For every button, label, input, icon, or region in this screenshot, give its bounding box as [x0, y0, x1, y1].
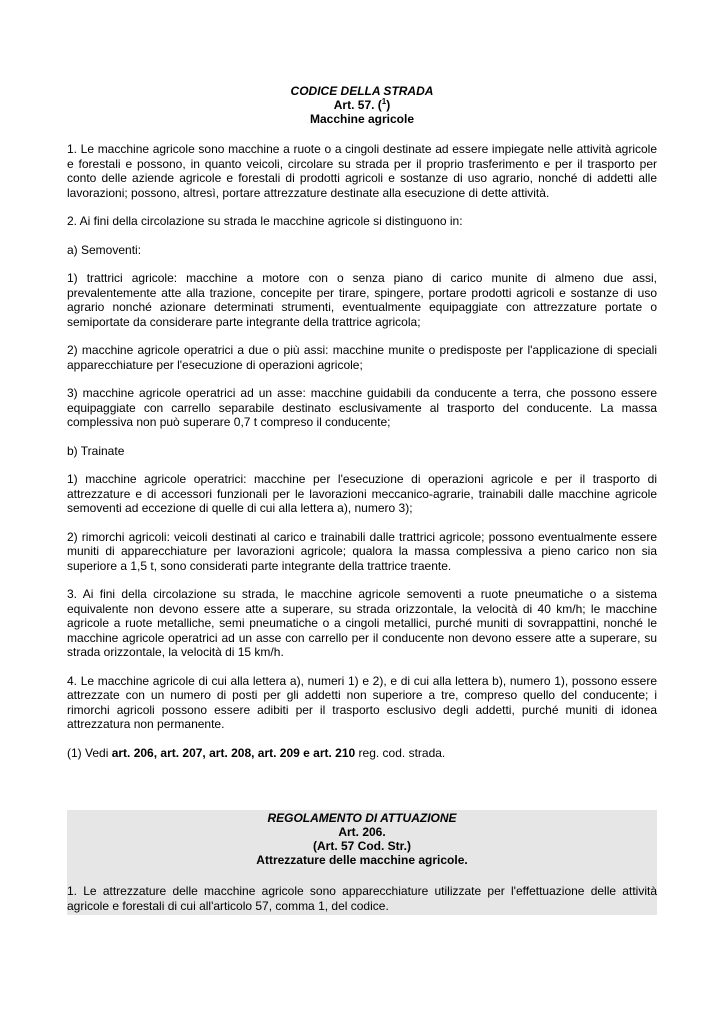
paragraph-4: 4. Le macchine agricole di cui alla lettera a), numeri 1) e 2), e di cui alla lettera b), numero 1), possono essere attrezzate con un numero di posti per gli addetti non superiore a tre, compreso quello del conducente; i rimorchi agricoli possono essere adibiti per il trasporto esclusivo degli addetti, purché muniti di idonea attrezzatura non permanente. [67, 673, 657, 731]
codice-section [67, 84, 657, 760]
regolamento-title: REGOLAMENTO DI ATTUAZIONE [267, 811, 457, 825]
document-title: CODICE DELLA STRADA [290, 84, 434, 98]
paragraph-trattrici: 1) trattrici agricole: macchine a motore con o senza piano di carico munite di almeno due assi, prevalentemente atte alla trazione, concepite per tirare, spingere, portare prodotti agricoli e sostanze di uso agrario nonché azionare determinati strumenti, eventualmente equipaggiate con attrezzature portate o semiportate da considerare parte integrante della trattrice agricola; [67, 271, 657, 329]
paragraph-semoventi: a) Semoventi: [67, 242, 142, 257]
codice-header [67, 84, 657, 126]
footnote-marker[interactable]: 1 [381, 97, 387, 106]
paragraph-operatrici-due-assi: 2) macchine agricole operatrici a due o più assi: macchine munite o predisposte per l'applicazione di speciali apparecchiature per l'esecuzione di operazioni agricole; [67, 343, 657, 372]
regolamento-article: Art. 206. [338, 825, 386, 839]
paragraph-3: 3. Ai fini della circolazione su strada, le macchine agricole semoventi a ruote pneumatiche o a sistema equivalente non devono essere atte a superare, su strada orizzontale, la velocità di 40 km/h; le macchine agricole a ruote metalliche, semi pneumatiche o a cingoli metallici, purché muniti di sovrappattini, nonché le macchine agricole operatrici ad un asse con carrello per il conducente non devono essere atte a superare, su strada orizzontale, la velocità di 15 km/h. [67, 587, 657, 659]
article-label-close: ) [386, 98, 391, 112]
paragraph-operatrici-trainate: 1) macchine agricole operatrici: macchine per l'esecuzione di operazioni agricole e per il trasporto di attrezzature e di accessori funzionali per le lavorazioni meccanico-agrarie, trainabili dalle macchine agricole semoventi ad eccezione di quelle di cui alla lettera a), numero 3); [67, 472, 657, 515]
paragraph-trainate: b) Trainate [67, 443, 125, 458]
footnote [67, 746, 657, 761]
article-label: Art. 57. ( [333, 98, 382, 112]
paragraph-1: 1. Le macchine agricole sono macchine a ruote o a cingoli destinate ad essere impiegate nelle attività agricole e forestali e possono, in quanto veicoli, circolare su strada per il proprio trasferimento e per il trasporto per conto delle aziende agricole e forestali di prodotti agricoli e sostanze di uso agrario, nonché di addetti alle lavorazioni; possono, altresì, portare attrezzature destinate alla esecuzione di dette attività. [67, 142, 657, 200]
paragraph-rimorchi: 2) rimorchi agricoli: veicoli destinati al carico e trainabili dalle trattrici agricole; possono eventualmente essere muniti di apparecchiature per lavorazioni agricole; qualora la massa complessiva a pieno carico non sia superiore a 1,5 t, sono considerati parte integrante della trattrice traente. [67, 529, 657, 573]
regolamento-box [67, 810, 657, 915]
footnote-suffix: reg. cod. strada. [355, 745, 446, 760]
footnote-prefix: (1) Vedi [67, 745, 112, 760]
paragraph-2: 2. Ai fini della circolazione su strada le macchine agricole si distinguono in: [67, 214, 463, 228]
article-number [67, 98, 657, 112]
article-subtitle: Macchine agricole [309, 112, 415, 126]
regolamento-ref: (Art. 57 Cod. Str.) [312, 839, 411, 853]
footnote-refs[interactable]: art. 206, art. 207, art. 208, art. 209 e art. 210 [111, 745, 356, 760]
regolamento-paragraph: 1. Le attrezzature delle macchine agricole sono apparecchiature utilizzate per l'effettuazione delle attività agricole e forestali di cui all'articolo 57, comma 1, del codice. [67, 884, 657, 913]
regolamento-subtitle: Attrezzature delle macchine agricole. [256, 853, 468, 867]
paragraph-operatrici-un-asse: 3) macchine agricole operatrici ad un asse: macchine guidabili da conducente a terra, che possono essere equipaggiate con carrello separabile destinato esclusivamente al trasporto del conducente. La massa complessiva non può superare 0,7 t compreso il conducente; [67, 386, 657, 429]
regolamento-header [67, 810, 657, 867]
